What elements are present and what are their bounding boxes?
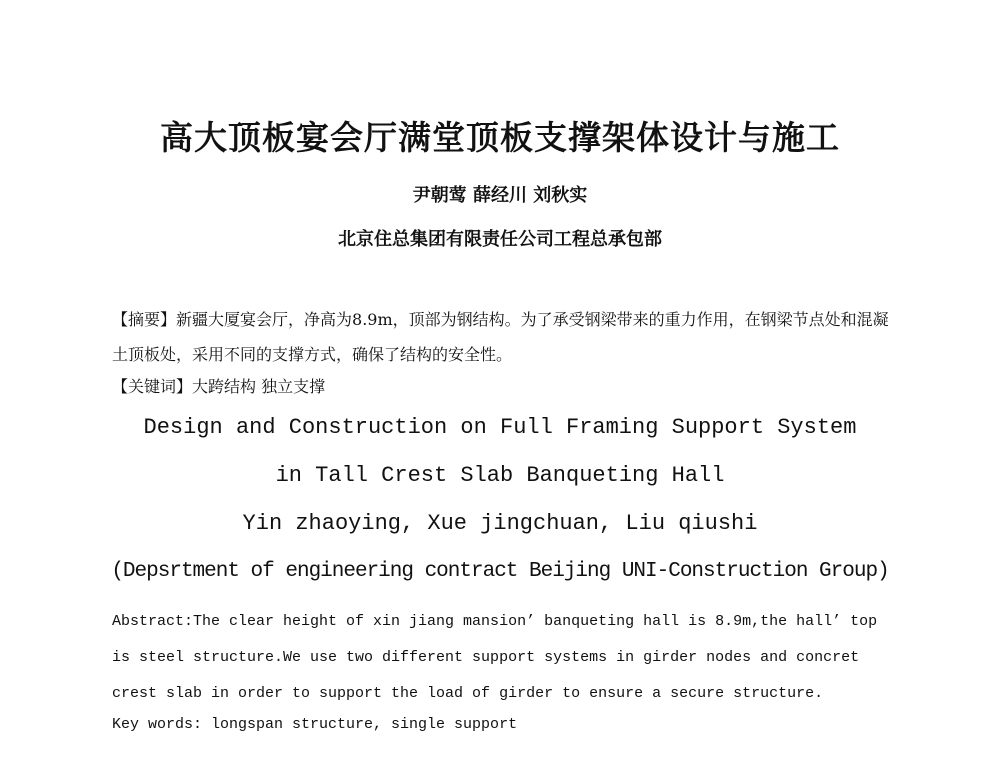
chinese-abstract-label: 【摘要】 [112,310,177,329]
chinese-abstract [112,302,892,372]
english-authors: Yin zhaoying, Xue jingchuan, Liu qiushi [242,511,758,536]
english-abstract: Abstract:The clear height of xin jiang mansion’ banqueting hall is 8.9m,the hall’ top is steel structure.We use two different support systems in girder nodes and concret crest slab in order to support the load of girder to ensure a secure structure. [112,613,878,702]
english-keywords: Key words: longspan structure, single support [112,716,518,733]
chinese-keywords-text: 大跨结构 独立支撑 [192,377,326,396]
chinese-keywords-label: 【关键词】 [112,377,193,396]
chinese-affiliation: 北京住总集团有限责任公司工程总承包部 [338,229,662,250]
chinese-title: 高大顶板宴会厅满堂顶板支撑架体设计与施工 [160,118,840,157]
english-title-line-1: Design and Construction on Full Framing Support System [143,415,857,440]
chinese-keywords [112,374,892,397]
english-title-line-2: in Tall Crest Slab Banqueting Hall [275,463,725,488]
chinese-abstract-text: 新疆大厦宴会厅，净高为8.9m，顶部为钢结构。为了承受钢梁带来的重力作用，在钢梁节点处和混凝土顶板处，采用不同的支撑方式，确保了结构的安全性。 [112,310,889,364]
english-affiliation: (Depsrtment of engineering contract Beijing UNI-Construction Group) [111,560,889,583]
chinese-authors: 尹朝莺 薛经川 刘秋实 [412,185,588,206]
